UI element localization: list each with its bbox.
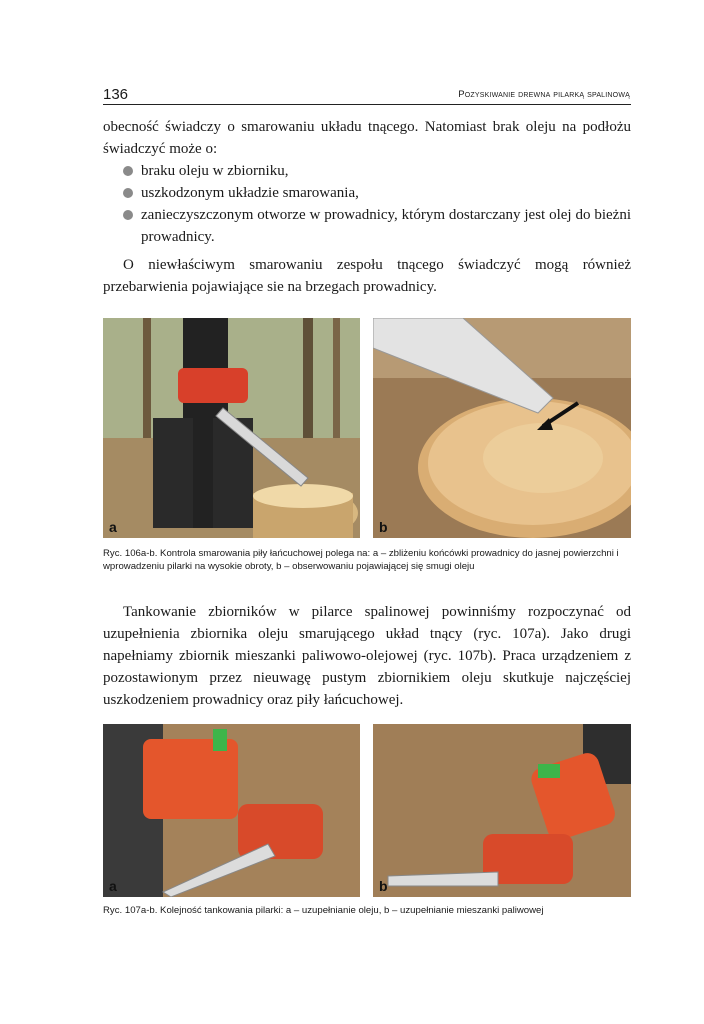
- bullet-list: [103, 160, 631, 248]
- bullet-text: zanieczyszczonym otworze w prowadnicy, którym dostarczany jest olej do bieżni prowadnicy.: [141, 207, 631, 245]
- section-2-text: [103, 601, 631, 711]
- bullet-item: [103, 182, 631, 204]
- header-rule: [103, 104, 631, 105]
- page-number: 136: [103, 86, 129, 103]
- bullet-icon: [123, 166, 133, 176]
- intro-paragraph: obecność świadczy o smarowaniu układu tnącego. Natomiast brak oleju na podłożu świadczyć może o:: [103, 119, 631, 157]
- photo-106b: [373, 318, 631, 538]
- bullet-icon: [123, 188, 133, 198]
- bullet-icon: [123, 210, 133, 220]
- lubrication-paragraph: O niewłaściwym smarowaniu zespołu tnącego świadczyć mogą również przebarwienia pojawiające sie na brzegach prowadnicy.: [103, 257, 631, 295]
- figure-106-caption: Ryc. 106a-b. Kontrola smarowania piły łańcuchowej polega na: a – zbliżeniu końcówki prowadnicy do jasnej powierzchni i wprowadzeniu pilarki na wysokie obroty, b – obserwowaniu pojawiającej się smugi oleju: [103, 548, 619, 572]
- bullet-text: braku oleju w zbiorniku,: [141, 163, 289, 179]
- figure-label-a: a: [109, 878, 117, 894]
- figure-label-a: a: [109, 519, 117, 535]
- photo-107a: [103, 724, 360, 897]
- bullet-item: [103, 160, 631, 182]
- bullet-text: uszkodzonym układzie smarowania,: [141, 185, 359, 201]
- figure-107-caption: Ryc. 107a-b. Kolejność tankowania pilarki: a – uzupełnianie oleju, b – uzupełnianie mieszanki paliwowej: [103, 905, 544, 916]
- bullet-item: [103, 204, 631, 248]
- running-head: Pozyskiwanie drewna pilarką spalinową: [458, 89, 630, 100]
- photo-107b: [373, 724, 631, 897]
- figure-label-b: b: [379, 519, 388, 535]
- fueling-paragraph: Tankowanie zbiorników w pilarce spalinowej powinniśmy rozpoczynać od uzupełnienia zbiornika oleju smarującego układ tnący (ryc. 107a). Jako drugi napełniamy zbiornik mieszanki paliwowo-olejowej (ryc. 107b). Praca urządzeniem z pozostawionym przez nieuwagę pustym zbiornikiem oleju skutkuje najczęściej uszkodzeniem prowadnicy oraz piły łańcuchowej.: [103, 604, 631, 708]
- section-1-text: [103, 116, 631, 298]
- figure-label-b: b: [379, 878, 388, 894]
- photo-106a: [103, 318, 360, 538]
